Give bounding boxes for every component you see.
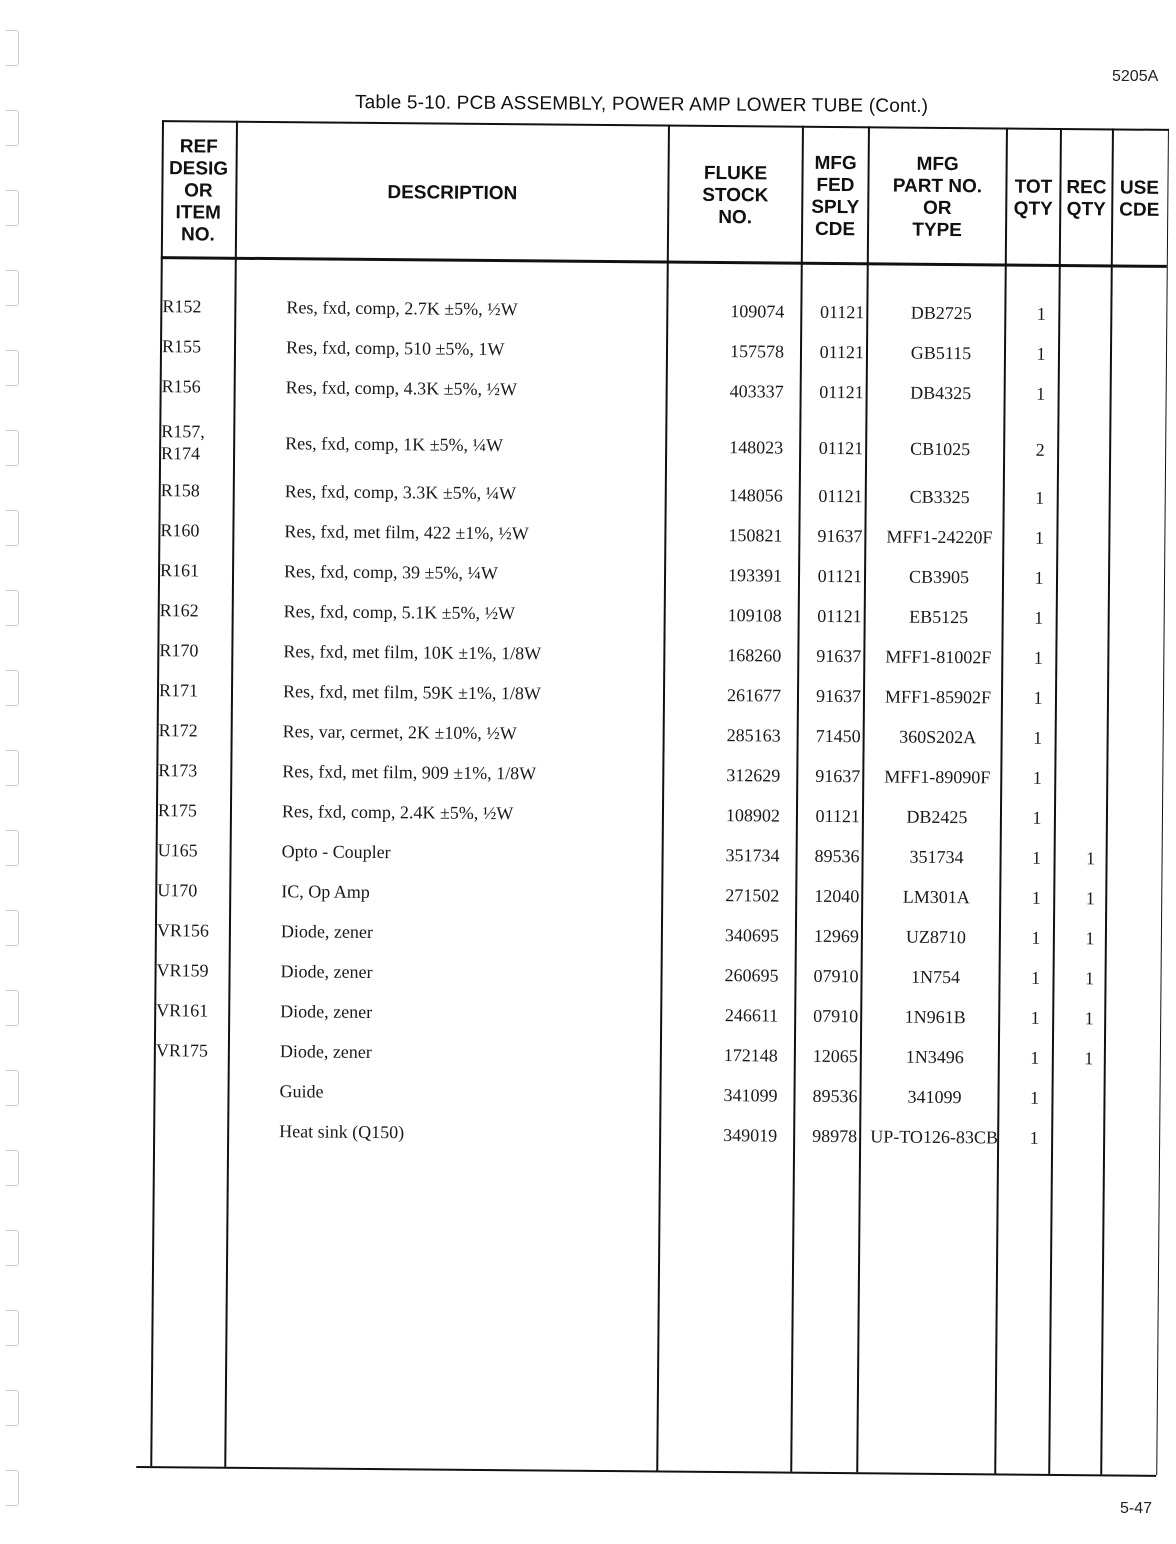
tot-qty-cell: 1 xyxy=(1033,647,1043,668)
mfg-part-cell: DB2725 xyxy=(910,302,972,324)
header-use-code: USE CDE xyxy=(1119,177,1160,221)
ref-desig-cell: R160 xyxy=(160,520,200,541)
description-cell: Res, fxd, met film, 909 ±1%, 1/8W xyxy=(282,761,537,784)
mfg-code-cell: 91637 xyxy=(817,525,863,547)
rec-qty-cell: 1 xyxy=(1086,848,1096,869)
ref-desig-cell: U170 xyxy=(157,880,198,901)
mfg-code-cell: 12040 xyxy=(814,885,860,907)
mfg-code-cell: 89536 xyxy=(814,845,860,867)
mfg-part-cell: 1N3496 xyxy=(905,1046,964,1068)
rec-qty-cell: 1 xyxy=(1084,968,1095,989)
mfg-part-cell: 351734 xyxy=(909,846,964,868)
tot-qty-cell: 1 xyxy=(1036,383,1046,404)
rec-qty-cell: 1 xyxy=(1085,888,1095,909)
tot-qty-cell: 1 xyxy=(1033,727,1043,748)
tot-qty-cell: 1 xyxy=(1036,303,1046,324)
tot-qty-cell: 1 xyxy=(1034,527,1044,548)
mfg-code-cell: 01121 xyxy=(817,605,862,627)
fluke-stock-cell: 403337 xyxy=(729,381,784,402)
description-cell: Heat sink (Q150) xyxy=(279,1121,405,1143)
parts-table xyxy=(136,120,1168,1483)
description-cell: Res, var, cermet, 2K ±10%, ½W xyxy=(282,721,517,744)
mfg-part-cell: DB2425 xyxy=(906,806,968,828)
fluke-stock-cell: 349019 xyxy=(723,1125,778,1146)
description-cell: Res, fxd, met film, 422 ±1%, ½W xyxy=(284,521,529,544)
tot-qty-cell: 1 xyxy=(1031,887,1041,908)
ref-desig-cell: U165 xyxy=(157,840,198,861)
mfg-code-cell: 01121 xyxy=(817,565,863,587)
fluke-stock-cell: 109074 xyxy=(730,301,785,322)
mfg-part-cell: CB3325 xyxy=(909,486,970,508)
mfg-part-cell: EB5125 xyxy=(909,606,969,628)
tot-qty-cell: 1 xyxy=(1034,567,1044,588)
fluke-stock-cell: 109108 xyxy=(727,605,782,626)
ref-desig-cell: VR156 xyxy=(156,920,210,941)
mfg-code-cell: 98978 xyxy=(812,1125,858,1147)
ref-desig-cell: R156 xyxy=(161,376,201,397)
mfg-code-cell: 01121 xyxy=(819,381,864,403)
document-number: 5205A xyxy=(1112,68,1159,85)
mfg-code-cell: 01121 xyxy=(818,485,863,507)
mfg-code-cell: 91637 xyxy=(815,765,861,787)
ref-desig-cell: VR159 xyxy=(156,960,209,981)
rec-qty-cell: 1 xyxy=(1085,928,1095,949)
ref-desig-cell: R155 xyxy=(161,336,202,357)
fluke-stock-cell: 168260 xyxy=(727,645,782,666)
ref-desig-cell: R175 xyxy=(157,800,198,821)
fluke-stock-cell: 351734 xyxy=(725,845,780,866)
description-cell: Opto - Coupler xyxy=(281,841,391,863)
description-cell: Res, fxd, comp, 4.3K ±5%, ½W xyxy=(285,377,518,400)
description-cell: Guide xyxy=(279,1081,324,1102)
mfg-code-cell: 07910 xyxy=(813,965,859,987)
description-cell: Diode, zener xyxy=(280,1001,373,1022)
rec-qty-cell: 1 xyxy=(1084,1048,1094,1069)
fluke-stock-cell: 108902 xyxy=(725,805,781,826)
description-cell: Res, fxd, comp, 2.4K ±5%, ½W xyxy=(281,801,514,824)
ref-desig-cell: VR175 xyxy=(155,1040,208,1061)
binding-holes xyxy=(0,0,24,1544)
mfg-part-cell: UP-TO126-83CB xyxy=(870,1126,999,1148)
mfg-code-cell: 01121 xyxy=(815,805,861,827)
description-cell: Res, fxd, comp, 1K ±5%, ¼W xyxy=(285,433,504,456)
description-cell: Res, fxd, comp, 2.7K ±5%, ½W xyxy=(286,297,518,320)
mfg-part-cell: MFF1-89090F xyxy=(884,766,991,788)
fluke-stock-cell: 157578 xyxy=(729,341,785,362)
table-title: Table 5-10. PCB ASSEMBLY, POWER AMP LOWER TUBE (Cont.) xyxy=(354,92,929,118)
header-tot-qty: TOT QTY xyxy=(1013,176,1053,220)
header-fluke-stock: FLUKE STOCK NO. xyxy=(702,162,769,229)
ref-desig-cell: R173 xyxy=(158,760,198,781)
ref-desig-cell: R157, R174 xyxy=(161,421,205,464)
description-cell: IC, Op Amp xyxy=(281,881,370,902)
description-cell: Diode, zener xyxy=(279,1041,372,1062)
mfg-part-cell: MFF1-85902F xyxy=(884,686,992,708)
description-cell: Res, fxd, met film, 59K ±1%, 1/8W xyxy=(282,681,541,704)
ref-desig-cell: VR161 xyxy=(156,1000,209,1021)
fluke-stock-cell: 340695 xyxy=(724,925,779,946)
mfg-part-cell: 360S202A xyxy=(899,726,977,748)
description-cell: Res, fxd, comp, 5.1K ±5%, ½W xyxy=(283,601,516,624)
description-cell: Res, fxd, comp, 3.3K ±5%, ¼W xyxy=(284,481,517,504)
mfg-code-cell: 12969 xyxy=(813,925,859,947)
ref-desig-cell: R171 xyxy=(158,680,199,701)
tot-qty-cell: 1 xyxy=(1034,607,1044,628)
tot-qty-cell: 2 xyxy=(1035,439,1045,460)
ref-desig-cell: R152 xyxy=(162,296,202,317)
page-number: 5-47 xyxy=(1120,1500,1153,1517)
fluke-stock-cell: 285163 xyxy=(726,725,781,746)
description-cell: Diode, zener xyxy=(280,921,373,942)
tot-qty-cell: 1 xyxy=(1030,967,1041,988)
tot-qty-cell: 1 xyxy=(1031,927,1041,948)
description-cell: Res, fxd, comp, 39 ±5%, ¼W xyxy=(283,561,499,584)
mfg-part-cell: CB1025 xyxy=(910,438,971,460)
description-cell: Res, fxd, met film, 10K ±1%, 1/8W xyxy=(283,641,542,664)
mfg-part-cell: MFF1-81002F xyxy=(885,646,992,668)
mfg-part-cell: 341099 xyxy=(907,1086,962,1108)
mfg-code-cell: 01121 xyxy=(818,437,864,459)
ref-desig-cell: R170 xyxy=(159,640,199,661)
mfg-part-cell: MFF1-24220F xyxy=(886,526,993,548)
fluke-stock-cell: 172148 xyxy=(723,1045,778,1066)
fluke-stock-cell: 246611 xyxy=(724,1005,779,1026)
tot-qty-cell: 1 xyxy=(1035,487,1045,508)
fluke-stock-cell: 193391 xyxy=(727,565,783,586)
fluke-stock-cell: 148056 xyxy=(728,485,783,506)
mfg-code-cell: 91637 xyxy=(815,685,862,707)
description-cell: Diode, zener xyxy=(280,961,373,982)
tot-qty-cell: 1 xyxy=(1029,1127,1039,1148)
mfg-code-cell: 91637 xyxy=(816,645,862,667)
header-rec-qty: REC QTY xyxy=(1066,177,1107,221)
mfg-code-cell: 12065 xyxy=(812,1045,858,1067)
mfg-code-cell: 01121 xyxy=(819,301,865,323)
tot-qty-cell: 1 xyxy=(1032,807,1042,828)
tot-qty-cell: 1 xyxy=(1036,343,1046,364)
fluke-stock-cell: 312629 xyxy=(726,765,781,786)
header-description: DESCRIPTION xyxy=(387,182,518,205)
mfg-part-cell: 1N754 xyxy=(910,966,961,988)
mfg-code-cell: 71450 xyxy=(815,725,861,747)
mfg-part-cell: DB4325 xyxy=(910,382,972,404)
fluke-stock-cell: 150821 xyxy=(728,525,783,546)
ref-desig-cell: R162 xyxy=(159,600,199,621)
mfg-part-cell: CB3905 xyxy=(908,566,970,588)
header-mfg-code: MFG FED SPLY CDE xyxy=(811,152,860,241)
mfg-part-cell: LM301A xyxy=(902,886,970,908)
ref-desig-cell: R161 xyxy=(159,560,200,581)
fluke-stock-cell: 271502 xyxy=(725,885,780,906)
mfg-part-cell: 1N961B xyxy=(904,1006,966,1028)
tot-qty-cell: 1 xyxy=(1030,1007,1040,1028)
tot-qty-cell: 1 xyxy=(1032,767,1042,788)
header-ref-desig: REF DESIG OR ITEM NO. xyxy=(168,136,229,246)
fluke-stock-cell: 341099 xyxy=(723,1085,778,1106)
fluke-stock-cell: 260695 xyxy=(724,965,779,986)
ref-desig-cell: R172 xyxy=(158,720,198,741)
rec-qty-cell: 1 xyxy=(1084,1008,1094,1029)
mfg-part-cell: GB5115 xyxy=(910,342,972,364)
mfg-part-cell: UZ8710 xyxy=(905,926,966,948)
header-mfg-part: MFG PART NO. OR TYPE xyxy=(892,153,983,242)
tot-qty-cell: 1 xyxy=(1032,847,1042,868)
mfg-code-cell: 01121 xyxy=(819,341,865,363)
fluke-stock-cell: 261677 xyxy=(726,685,782,706)
tot-qty-cell: 1 xyxy=(1033,687,1043,708)
tot-qty-cell: 1 xyxy=(1029,1087,1040,1108)
ref-desig-cell: R158 xyxy=(160,480,200,501)
description-cell: Res, fxd, comp, 510 ±5%, 1W xyxy=(285,337,505,360)
mfg-code-cell: 07910 xyxy=(813,1005,859,1027)
fluke-stock-cell: 148023 xyxy=(729,437,784,458)
mfg-code-cell: 89536 xyxy=(812,1085,858,1107)
tot-qty-cell: 1 xyxy=(1030,1047,1040,1068)
